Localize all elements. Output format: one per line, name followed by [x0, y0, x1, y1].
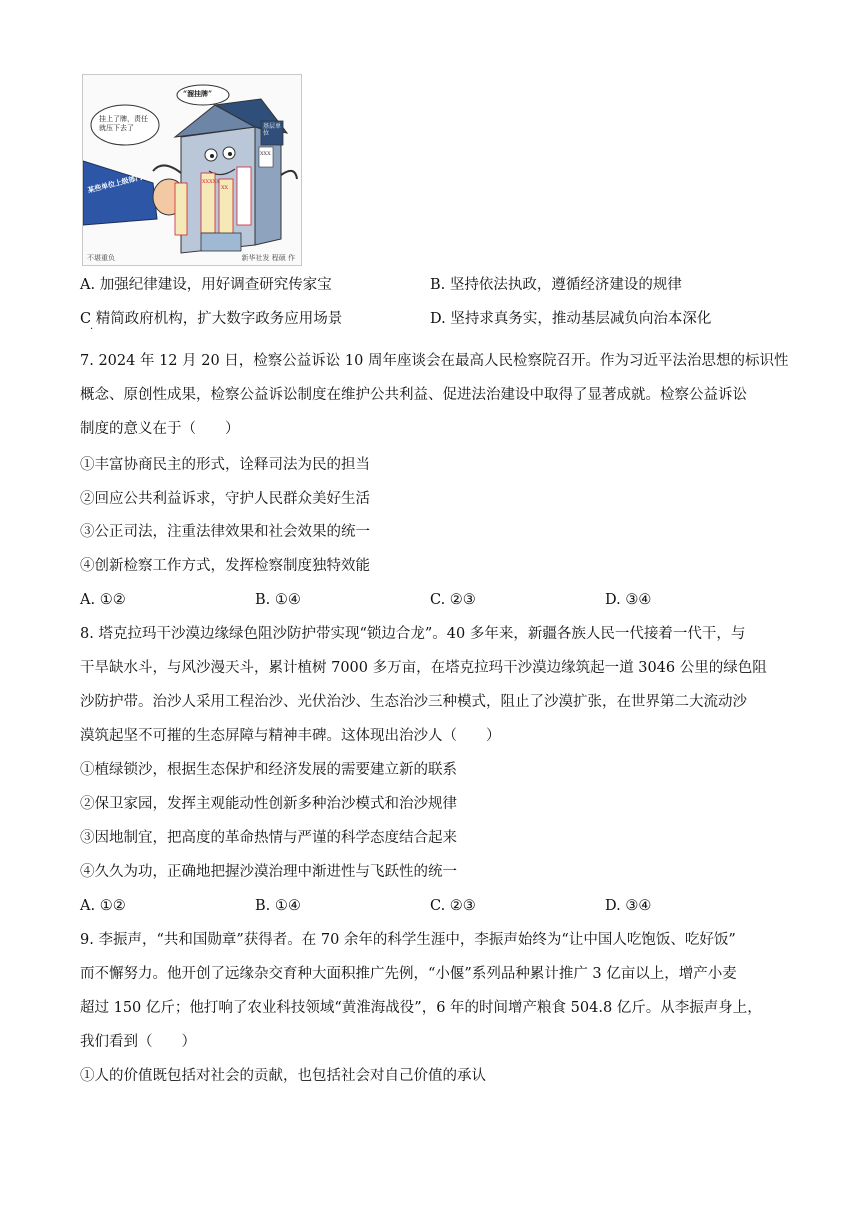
- q9-stem-line-1: 9. 李振声，“共和国勋章”获得者。在 70 余年的科学生涯中，李振声始终为“让中国人吃饱饭、吃好饭”: [80, 932, 736, 948]
- roof-sign-text: “溜挂牌”: [183, 89, 213, 98]
- q9-stem-line-3: 超过 150 亿斤；他打响了农业科技领域“黄淮海战役”，6 年的时间增产粮食 504.8 亿斤。从李振声身上，: [80, 1000, 762, 1016]
- q7-item-1: ①丰富协商民主的形式，诠释司法为民的担当: [80, 457, 370, 473]
- q8-item-4: ④久久为功，正确地把握沙漠治理中渐进性与飞跃性的统一: [80, 864, 457, 880]
- cartoon-caption-right: 新华社发 程硕 作: [241, 254, 295, 262]
- q9-stem-line-2: 而不懈努力。他开创了远缘杂交育种大面积推广先例，“小偃”系列品种累计推广 3 亿亩以上，增产小麦: [80, 966, 737, 982]
- q6-option-b: B. 坚持依法执政，遵循经济建设的规律: [430, 277, 682, 293]
- plaque-text-2: XX: [221, 185, 229, 191]
- plaque-text-1: XXXXX: [202, 179, 220, 185]
- q7-item-4: ④创新检察工作方式，发挥检察制度独特效能: [80, 558, 370, 574]
- q8-option-b: B. ①④: [255, 898, 301, 914]
- q7-stem-line-3: 制度的意义在于（ ）: [80, 421, 240, 437]
- cartoon-caption-left: 不堪重负: [87, 254, 115, 262]
- q6-option-c: C 精简政府机构，扩大数字政务应用场景: [80, 311, 343, 327]
- q6-option-d: D. 坚持求真务实，推动基层减负向治本深化: [430, 311, 712, 327]
- sleeve-label-text: 某些单位上级部门: [86, 172, 144, 195]
- speech-bubble-text: 挂上了牌，责任就压下去了: [99, 115, 148, 132]
- q7-option-d: D. ③④: [605, 592, 652, 608]
- q8-item-1: ①植绿锁沙，根据生态保护和经济发展的需要建立新的联系: [80, 762, 457, 778]
- q8-stem-line-4: 漠筑起坚不可摧的生态屏障与精神丰碑。这体现出治沙人（ ）: [80, 728, 501, 744]
- q9-stem-line-4: 我们看到（ ）: [80, 1034, 196, 1050]
- q8-item-2: ②保卫家园，发挥主观能动性创新多种治沙模式和治沙规律: [80, 796, 457, 812]
- cartoon-image: [82, 74, 302, 266]
- q7-stem-line-1: 7. 2024 年 12 月 20 日，检察公益诉讼 10 周年座谈会在最高人民检察院召开。作为习近平法治思想的标识性: [80, 353, 789, 369]
- q8-item-3: ③因地制宜，把高度的革命热情与严谨的科学态度结合起来: [80, 830, 457, 846]
- q8-option-c: C. ②③: [430, 898, 476, 914]
- q7-item-2: ②回应公共利益诉求，守护人民群众美好生活: [80, 491, 370, 507]
- option-c-dot: ·: [90, 324, 94, 335]
- building-sign-text: 基层单位: [263, 123, 282, 137]
- q8-option-d: D. ③④: [605, 898, 652, 914]
- q8-option-a: A. ①②: [80, 898, 126, 914]
- q8-stem-line-1: 8. 塔克拉玛干沙漠边缘绿色阻沙防护带实现“锁边合龙”。40 多年来，新疆各族人民一代接着一代干，与: [80, 626, 746, 642]
- plaque-text-3: XXX: [260, 151, 271, 157]
- q8-stem-line-3: 沙防护带。治沙人采用工程治沙、光伏治沙、生态治沙三种模式，阻止了沙漠扩张，在世界第二大流动沙: [80, 694, 747, 710]
- cartoon-drawing: [83, 75, 301, 265]
- q7-item-3: ③公正司法，注重法律效果和社会效果的统一: [80, 524, 370, 540]
- q7-option-c: C. ②③: [430, 592, 476, 608]
- q7-option-a: A. ①②: [80, 592, 126, 608]
- q7-stem-line-2: 概念、原创性成果，检察公益诉讼制度在维护公共利益、促进法治建设中取得了显著成就。检察公益诉讼: [80, 387, 747, 403]
- q6-option-a: A. 加强纪律建设，用好调查研究传家宝: [80, 277, 332, 293]
- q9-item-1: ①人的价值既包括对社会的贡献，也包括社会对自己价值的承认: [80, 1068, 486, 1084]
- q7-option-b: B. ①④: [255, 592, 301, 608]
- q8-stem-line-2: 干旱缺水斗，与风沙漫天斗，累计植树 7000 多万亩，在塔克拉玛干沙漠边缘筑起一道 3046 公里的绿色阻: [80, 660, 767, 676]
